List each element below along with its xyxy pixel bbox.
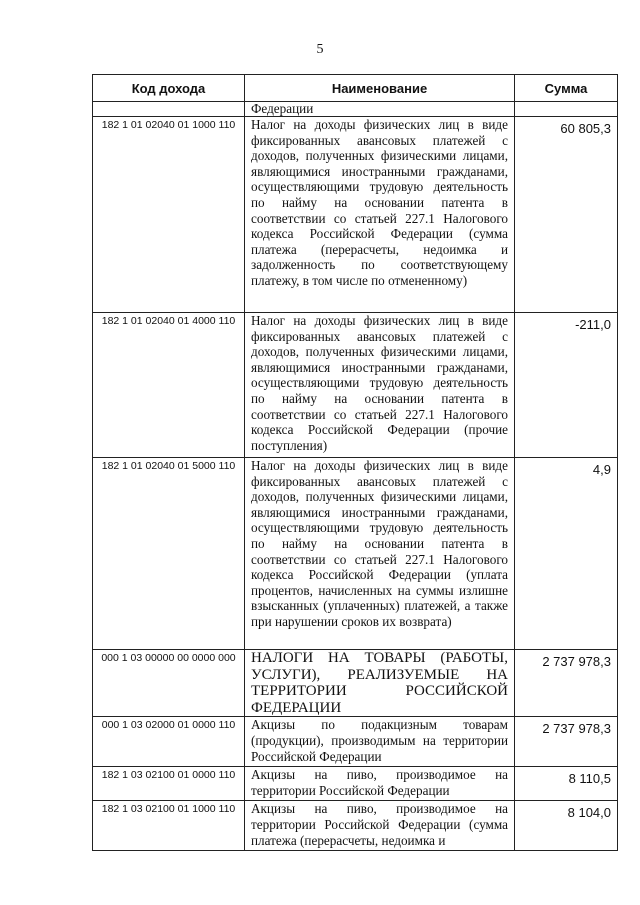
row-sum: 2 737 978,3 [515,650,618,717]
continuation-row [93,102,618,117]
row-sum: 8 110,5 [515,767,618,801]
table-row [93,767,618,801]
table-row [93,313,618,458]
row-name: Налог на доходы физических лиц в виде фиксированных авансовых платежей с доходов, полученных физическими лицами, являющимися иностранными гражданами, осуществляющими трудовую деятельность по найму на основании патента в соответствии со статьей 227.1 Налогового кодекса Российской Федерации (уплата процентов, начисленных на суммы излишне взысканных (уплаченных) платежей, а также при нарушении сроков их возврата) [245,458,515,650]
row-code: 000 1 03 02000 01 0000 110 [93,717,245,767]
continuation-sum-cell [515,102,618,117]
header-name: Наименование [245,75,515,102]
row-sum: -211,0 [515,313,618,458]
row-name: Акцизы на пиво, производимое на территории Российской Федерации (сумма платежа (перерасчеты, недоимка и [245,801,515,851]
revenue-table [92,74,618,851]
header-code: Код дохода [93,75,245,102]
table-row [93,801,618,851]
table-row [93,458,618,650]
row-name: Акцизы на пиво, производимое на территории Российской Федерации [245,767,515,801]
table-row [93,650,618,717]
row-sum: 60 805,3 [515,117,618,313]
table-header-row [93,75,618,102]
row-name: Налог на доходы физических лиц в виде фиксированных авансовых платежей с доходов, полученных физическими лицами, являющимися иностранными гражданами, осуществляющими трудовую деятельность по найму на основании патента в соответствии со статьей 227.1 Налогового кодекса Российской Федерации (сумма платежа (перерасчеты, недоимка и задолженность по соответствующему платежу, в том числе по отмененному) [245,117,515,313]
row-sum: 8 104,0 [515,801,618,851]
row-code: 182 1 01 02040 01 4000 110 [93,313,245,458]
row-sum: 4,9 [515,458,618,650]
row-sum: 2 737 978,3 [515,717,618,767]
row-name: Акцизы по подакцизным товарам (продукции), производимым на территории Российской Федерации [245,717,515,767]
row-code: 182 1 01 02040 01 5000 110 [93,458,245,650]
row-code: 182 1 01 02040 01 1000 110 [93,117,245,313]
row-name: Налог на доходы физических лиц в виде фиксированных авансовых платежей с доходов, полученных физическими лицами, являющимися иностранными гражданами, осуществляющими трудовую деятельность по найму на основании патента в соответствии со статьей 227.1 Налогового кодекса Российской Федерации (прочие поступления) [245,313,515,458]
page-number: 5 [316,42,324,57]
row-code: 000 1 03 00000 00 0000 000 [93,650,245,717]
row-name: НАЛОГИ НА ТОВАРЫ (РАБОТЫ, УСЛУГИ), РЕАЛИЗУЕМЫЕ НА ТЕРРИТОРИИ РОССИЙСКОЙ ФЕДЕРАЦИИ [245,650,515,717]
table-row [93,717,618,767]
header-sum: Сумма [515,75,618,102]
continuation-text: Федерации [245,102,515,117]
continuation-code-cell [93,102,245,117]
row-code: 182 1 03 02100 01 0000 110 [93,767,245,801]
table-row [93,117,618,313]
row-code: 182 1 03 02100 01 1000 110 [93,801,245,851]
